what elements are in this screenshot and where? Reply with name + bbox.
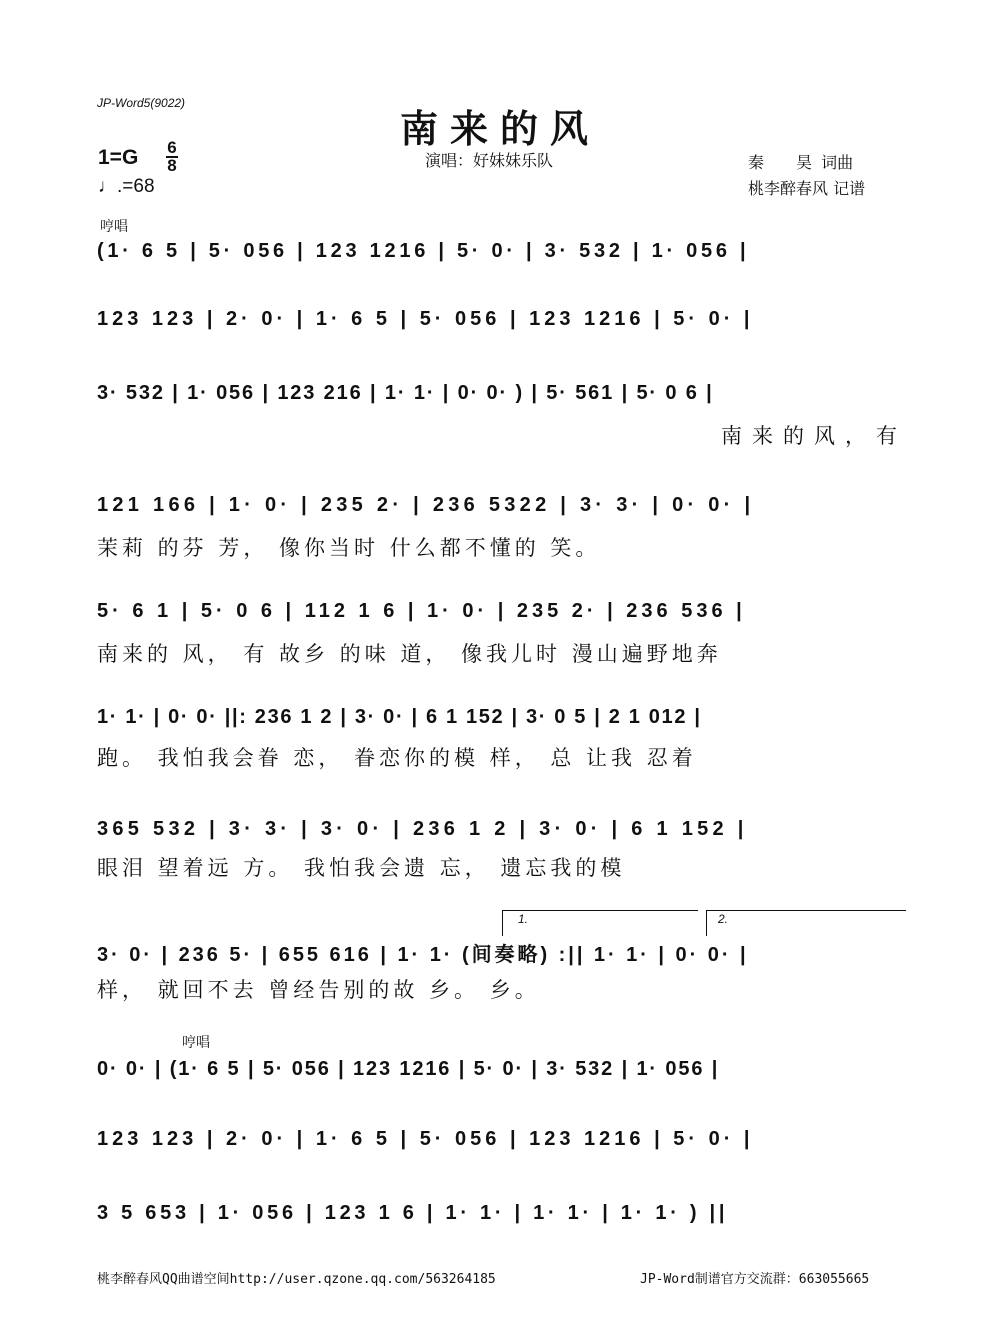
notation-line: 123 123 | 2· 0· | 1· 6 5 | 5· 056 | 123 1216 | 5· 0· | xyxy=(97,308,754,330)
time-signature-bottom: 8 xyxy=(167,156,177,175)
tempo-marking: ♩.=68 xyxy=(98,176,155,197)
notation-line: 5· 6 1 | 5· 0 6 | 112 1 6 | 1· 0· | 235 2· | 236 536 | xyxy=(97,600,746,622)
lyric-line: 跑。 我怕我会眷 恋， 眷恋你的模 样， 总 让我 忍着 xyxy=(97,746,697,770)
notation-line: 3· 0· | 236 5· | 655 616 | 1· 1· (间奏略) :|| 1· 1· | 0· 0· | xyxy=(97,944,749,966)
first-ending-label: 1. xyxy=(518,912,529,926)
key-signature: 1=G xyxy=(98,146,139,169)
lyric-line: 南来的风，有 xyxy=(721,424,907,448)
footer-qzone-link[interactable]: 桃李醉春风QQ曲谱空间http://user.qzone.qq.com/563264185 xyxy=(97,1272,496,1287)
time-signature xyxy=(166,138,178,175)
lyric-line: 样， 就回不去 曾经告别的故 乡。 乡。 xyxy=(97,978,540,1002)
time-signature-top: 6 xyxy=(167,138,177,157)
footer-group-info: JP-Word制谱官方交流群：663055665 xyxy=(640,1272,870,1287)
lyric-line: 茉莉 的芬 芳， 像你当时 什么都不懂的 笑。 xyxy=(97,536,601,560)
notation-line: 365 532 | 3· 3· | 3· 0· | 236 1 2 | 3· 0· | 6 1 152 | xyxy=(97,818,748,840)
notation-line: 0· 0· | (1· 6 5 | 5· 056 | 123 1216 | 5· 0· | 3· 532 | 1· 056 | xyxy=(97,1058,720,1080)
composer-credit: 秦 昊 词曲 xyxy=(748,153,854,172)
second-ending-label: 2. xyxy=(718,912,729,926)
software-label: JP-Word5(9022) xyxy=(97,96,186,110)
lyric-line: 眼泪 望着远 方。 我怕我会遗 忘， 遗忘我的模 xyxy=(97,856,626,880)
notation-line: 3 5 653 | 1· 056 | 123 1 6 | 1· 1· | 1· 1· | 1· 1· ) || xyxy=(97,1202,729,1224)
transcriber-credit: 桃李醉春风 记谱 xyxy=(748,179,866,198)
notation-line: 123 123 | 2· 0· | 1· 6 5 | 5· 056 | 123 1216 | 5· 0· | xyxy=(97,1128,754,1150)
notation-line: 3· 532 | 1· 056 | 123 216 | 1· 1· | 0· 0· ) | 5· 561 | 5· 0 6 | xyxy=(97,382,714,404)
notation-line: 121 166 | 1· 0· | 235 2· | 236 5322 | 3· 3· | 0· 0· | xyxy=(97,494,755,516)
hum-label: 哼唱 xyxy=(100,219,128,235)
notation-line: (1· 6 5 | 5· 056 | 123 1216 | 5· 0· | 3· 532 | 1· 056 | xyxy=(97,240,750,262)
hum-label: 哼唱 xyxy=(182,1035,210,1051)
notation-line: 1· 1· | 0· 0· ||: 236 1 2 | 3· 0· | 6 1 152 | 3· 0 5 | 2 1 012 | xyxy=(97,706,702,728)
song-title: 南来的风 xyxy=(399,107,600,151)
lyric-line: 南来的 风， 有 故乡 的味 道， 像我儿时 漫山遍野地奔 xyxy=(97,642,722,666)
singer-credit: 演唱：好妹妹乐队 xyxy=(425,151,554,170)
